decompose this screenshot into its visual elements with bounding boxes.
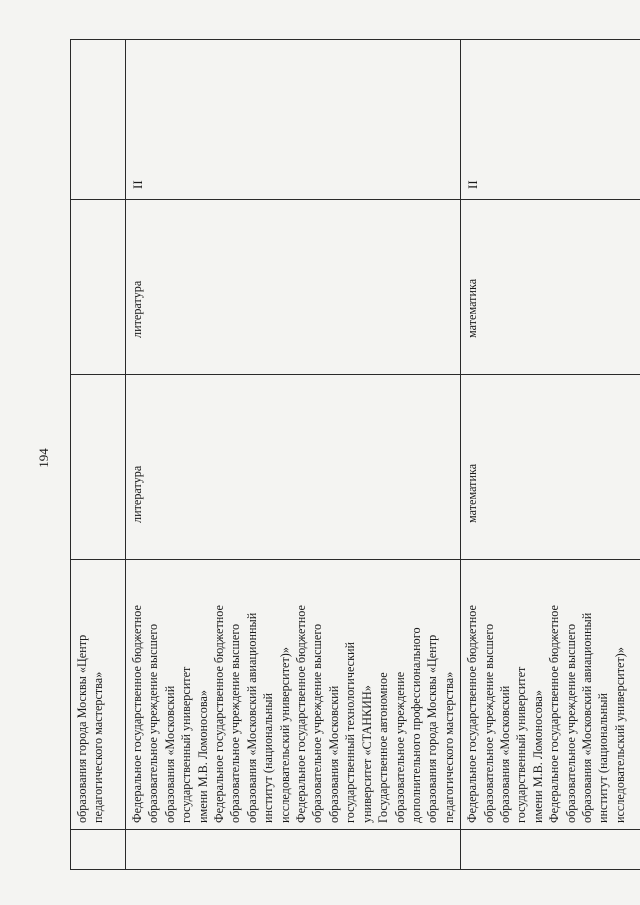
subject-cell: литература [126, 375, 461, 560]
level-cell: II [461, 40, 640, 200]
organization-line: Федеральное государственное бюджетное [465, 605, 480, 823]
organization-line: государственный университет [514, 666, 529, 823]
organization-line: исследовательский университет)» [612, 647, 627, 823]
organization-line: образовательное учреждение высшего [563, 623, 578, 823]
organization-line: имени М.В. Ломоносова» [530, 690, 545, 823]
organization-line: образования «Московский [326, 685, 341, 823]
organization-line: образования «Московский авиационный [244, 612, 259, 823]
organizations-cell [126, 560, 461, 830]
organization-line: педагогического мастерства» [441, 671, 456, 823]
organization-line: государственный университет [179, 666, 194, 823]
organization-line: образования «Московский [162, 685, 177, 823]
subject-cell [71, 375, 126, 560]
rotated-table-page [70, 40, 627, 870]
organization-line: образования города Москвы «Центр [425, 634, 440, 823]
organization-line: исследовательский университет)» [277, 647, 292, 823]
profile-subject-cell: литература [126, 200, 461, 375]
organization-line: институт (национальный [596, 693, 611, 823]
organization-line: Федеральное государственное бюджетное [212, 605, 227, 823]
organization-line: дополнительного профессионального [408, 627, 423, 823]
empty-index-cell [461, 830, 640, 870]
organization-line: имени М.В. Ломоносова» [195, 690, 210, 823]
organization-line: образовательное учреждение высшего [228, 623, 243, 823]
organization-line: образовательное учреждение [392, 671, 407, 823]
profile-subject-cell [71, 200, 126, 375]
organization-line: образовательное учреждение высшего [481, 623, 496, 823]
organizations-cell [71, 560, 126, 830]
page-number: 194 [36, 448, 51, 468]
organization-line: педагогического мастерства» [91, 671, 106, 823]
organization-line: Федеральное государственное бюджетное [547, 605, 562, 823]
organization-line: образовательное учреждение высшего [146, 623, 161, 823]
table-row [126, 40, 461, 870]
organization-line: образования «Московский [497, 685, 512, 823]
organization-line: Государственное автономное [376, 672, 391, 823]
organizations-cell [461, 560, 640, 830]
organization-line: университет «СТАНКИН» [359, 685, 374, 823]
organization-line: Федеральное государственное бюджетное [294, 605, 309, 823]
table-row [461, 40, 640, 870]
organization-line: институт (национальный [261, 693, 276, 823]
organization-line: Федеральное государственное бюджетное [130, 605, 144, 823]
level-cell [71, 40, 126, 200]
level-cell: II [126, 40, 461, 200]
empty-index-cell [126, 830, 461, 870]
table-row [71, 40, 126, 870]
organization-line: государственный технологический [343, 641, 358, 823]
organization-line: образовательное учреждение высшего [310, 623, 325, 823]
subject-cell: математика [461, 375, 640, 560]
profile-subject-cell: математика [461, 200, 640, 375]
organization-line: образования «Московский авиационный [579, 612, 594, 823]
organization-line: образования города Москвы «Центр [75, 634, 89, 823]
empty-index-cell [71, 830, 126, 870]
olympiad-table [70, 39, 640, 870]
